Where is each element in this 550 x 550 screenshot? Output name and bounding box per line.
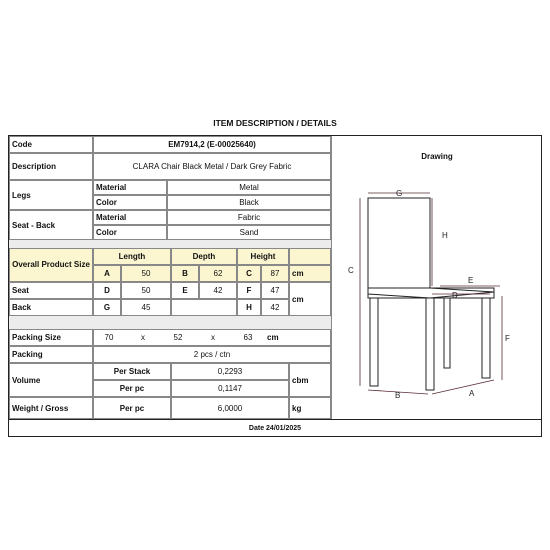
volume-per-pc-label: Per pc	[93, 380, 171, 397]
seat-back-color-value: Sand	[167, 225, 331, 240]
dim-b-value: 62	[199, 265, 237, 282]
packing-size-frame	[93, 329, 331, 346]
seat-back-material-label: Material	[93, 210, 167, 225]
dim-c-value: 87	[261, 265, 289, 282]
packing-unit: cm	[267, 333, 279, 342]
weight-per-pc-label: Per pc	[93, 397, 171, 419]
packing-x2: x	[211, 333, 215, 342]
dim-c-letter: C	[237, 265, 261, 282]
weight-value: 6,0000	[171, 397, 289, 419]
packing-size-label: Packing Size	[9, 329, 93, 346]
dim-a-value: 50	[121, 265, 171, 282]
legs-label: Legs	[9, 180, 93, 210]
dim-f-value: 47	[261, 282, 289, 299]
per-stack-label: Per Stack	[93, 363, 171, 380]
weight-label: Weight / Gross	[9, 397, 93, 419]
overall-size-label: Overall Product Size	[9, 248, 93, 282]
dim-a-letter: A	[93, 265, 121, 282]
code-label: Code	[9, 136, 93, 153]
chair-leg-front-right	[426, 298, 434, 390]
dim-label-c: C	[348, 266, 354, 275]
per-stack-value: 0,2293	[171, 363, 289, 380]
seat-back-color-label: Color	[93, 225, 167, 240]
packing-height: 63	[243, 333, 253, 342]
code-value: EM7914,2 (E-00025640)	[93, 136, 331, 153]
packing-x1: x	[141, 333, 145, 342]
chair-leg-back-left	[444, 298, 450, 368]
dim-label-f: F	[505, 334, 510, 343]
chair-drawing	[332, 136, 542, 419]
dim-label-d: D	[452, 291, 458, 300]
dim-label-b: B	[395, 391, 401, 400]
length-header: Length	[93, 248, 171, 265]
item-sheet	[8, 135, 542, 437]
dim-g-value: 45	[121, 299, 171, 316]
seat-back-unit: cm	[289, 282, 331, 316]
weight-unit: kg	[289, 397, 331, 419]
height-header: Height	[237, 248, 289, 265]
dim-e-value: 42	[199, 282, 237, 299]
dim-h-value: 42	[261, 299, 289, 316]
chair-seat-frame	[368, 288, 494, 298]
volume-unit: cbm	[289, 363, 331, 397]
packing-length: 70	[104, 333, 114, 342]
dim-d-letter: D	[93, 282, 121, 299]
seat-label: Seat	[9, 282, 93, 299]
overall-unit: cm	[289, 265, 331, 282]
date-footer: Date 24/01/2025	[9, 419, 541, 436]
dim-label-a: A	[469, 389, 475, 398]
chair-seat	[368, 288, 494, 298]
spacer-row-2	[9, 316, 331, 329]
legs-material-value: Metal	[167, 180, 331, 195]
header-blank	[289, 248, 331, 265]
dim-label-g: G	[396, 189, 403, 198]
dim-d-value: 50	[121, 282, 171, 299]
dim-h-letter: H	[237, 299, 261, 316]
dim-g-letter: G	[93, 299, 121, 316]
packing-value: 2 pcs / ctn	[93, 346, 331, 363]
back-depth-blank	[171, 299, 237, 316]
seat-back-material-value: Fabric	[167, 210, 331, 225]
description-label: Description	[9, 153, 93, 180]
packing-label: Packing	[9, 346, 93, 363]
volume-per-pc-value: 0,1147	[171, 380, 289, 397]
chair-leg-front-left	[370, 298, 378, 386]
dim-b-letter: B	[171, 265, 199, 282]
legs-color-value: Black	[167, 195, 331, 210]
dim-label-h: H	[442, 231, 448, 240]
back-label: Back	[9, 299, 93, 316]
seat-back-label: Seat - Back	[9, 210, 93, 240]
chair-leg-back-right	[482, 298, 490, 378]
dim-e-letter: E	[171, 282, 199, 299]
chair-backrest	[368, 198, 430, 288]
legs-material-label: Material	[93, 180, 167, 195]
spacer-row	[9, 240, 331, 248]
dim-f-letter: F	[237, 282, 261, 299]
legs-color-label: Color	[93, 195, 167, 210]
packing-width: 52	[173, 333, 183, 342]
volume-label: Volume	[9, 363, 93, 397]
dim-label-e: E	[468, 276, 474, 285]
drawing-title: Drawing	[421, 152, 453, 161]
drawing-panel	[331, 136, 541, 419]
description-value: CLARA Chair Black Metal / Dark Grey Fabric	[93, 153, 331, 180]
page-title: ITEM DESCRIPTION / DETAILS	[213, 118, 337, 128]
depth-header: Depth	[171, 248, 237, 265]
